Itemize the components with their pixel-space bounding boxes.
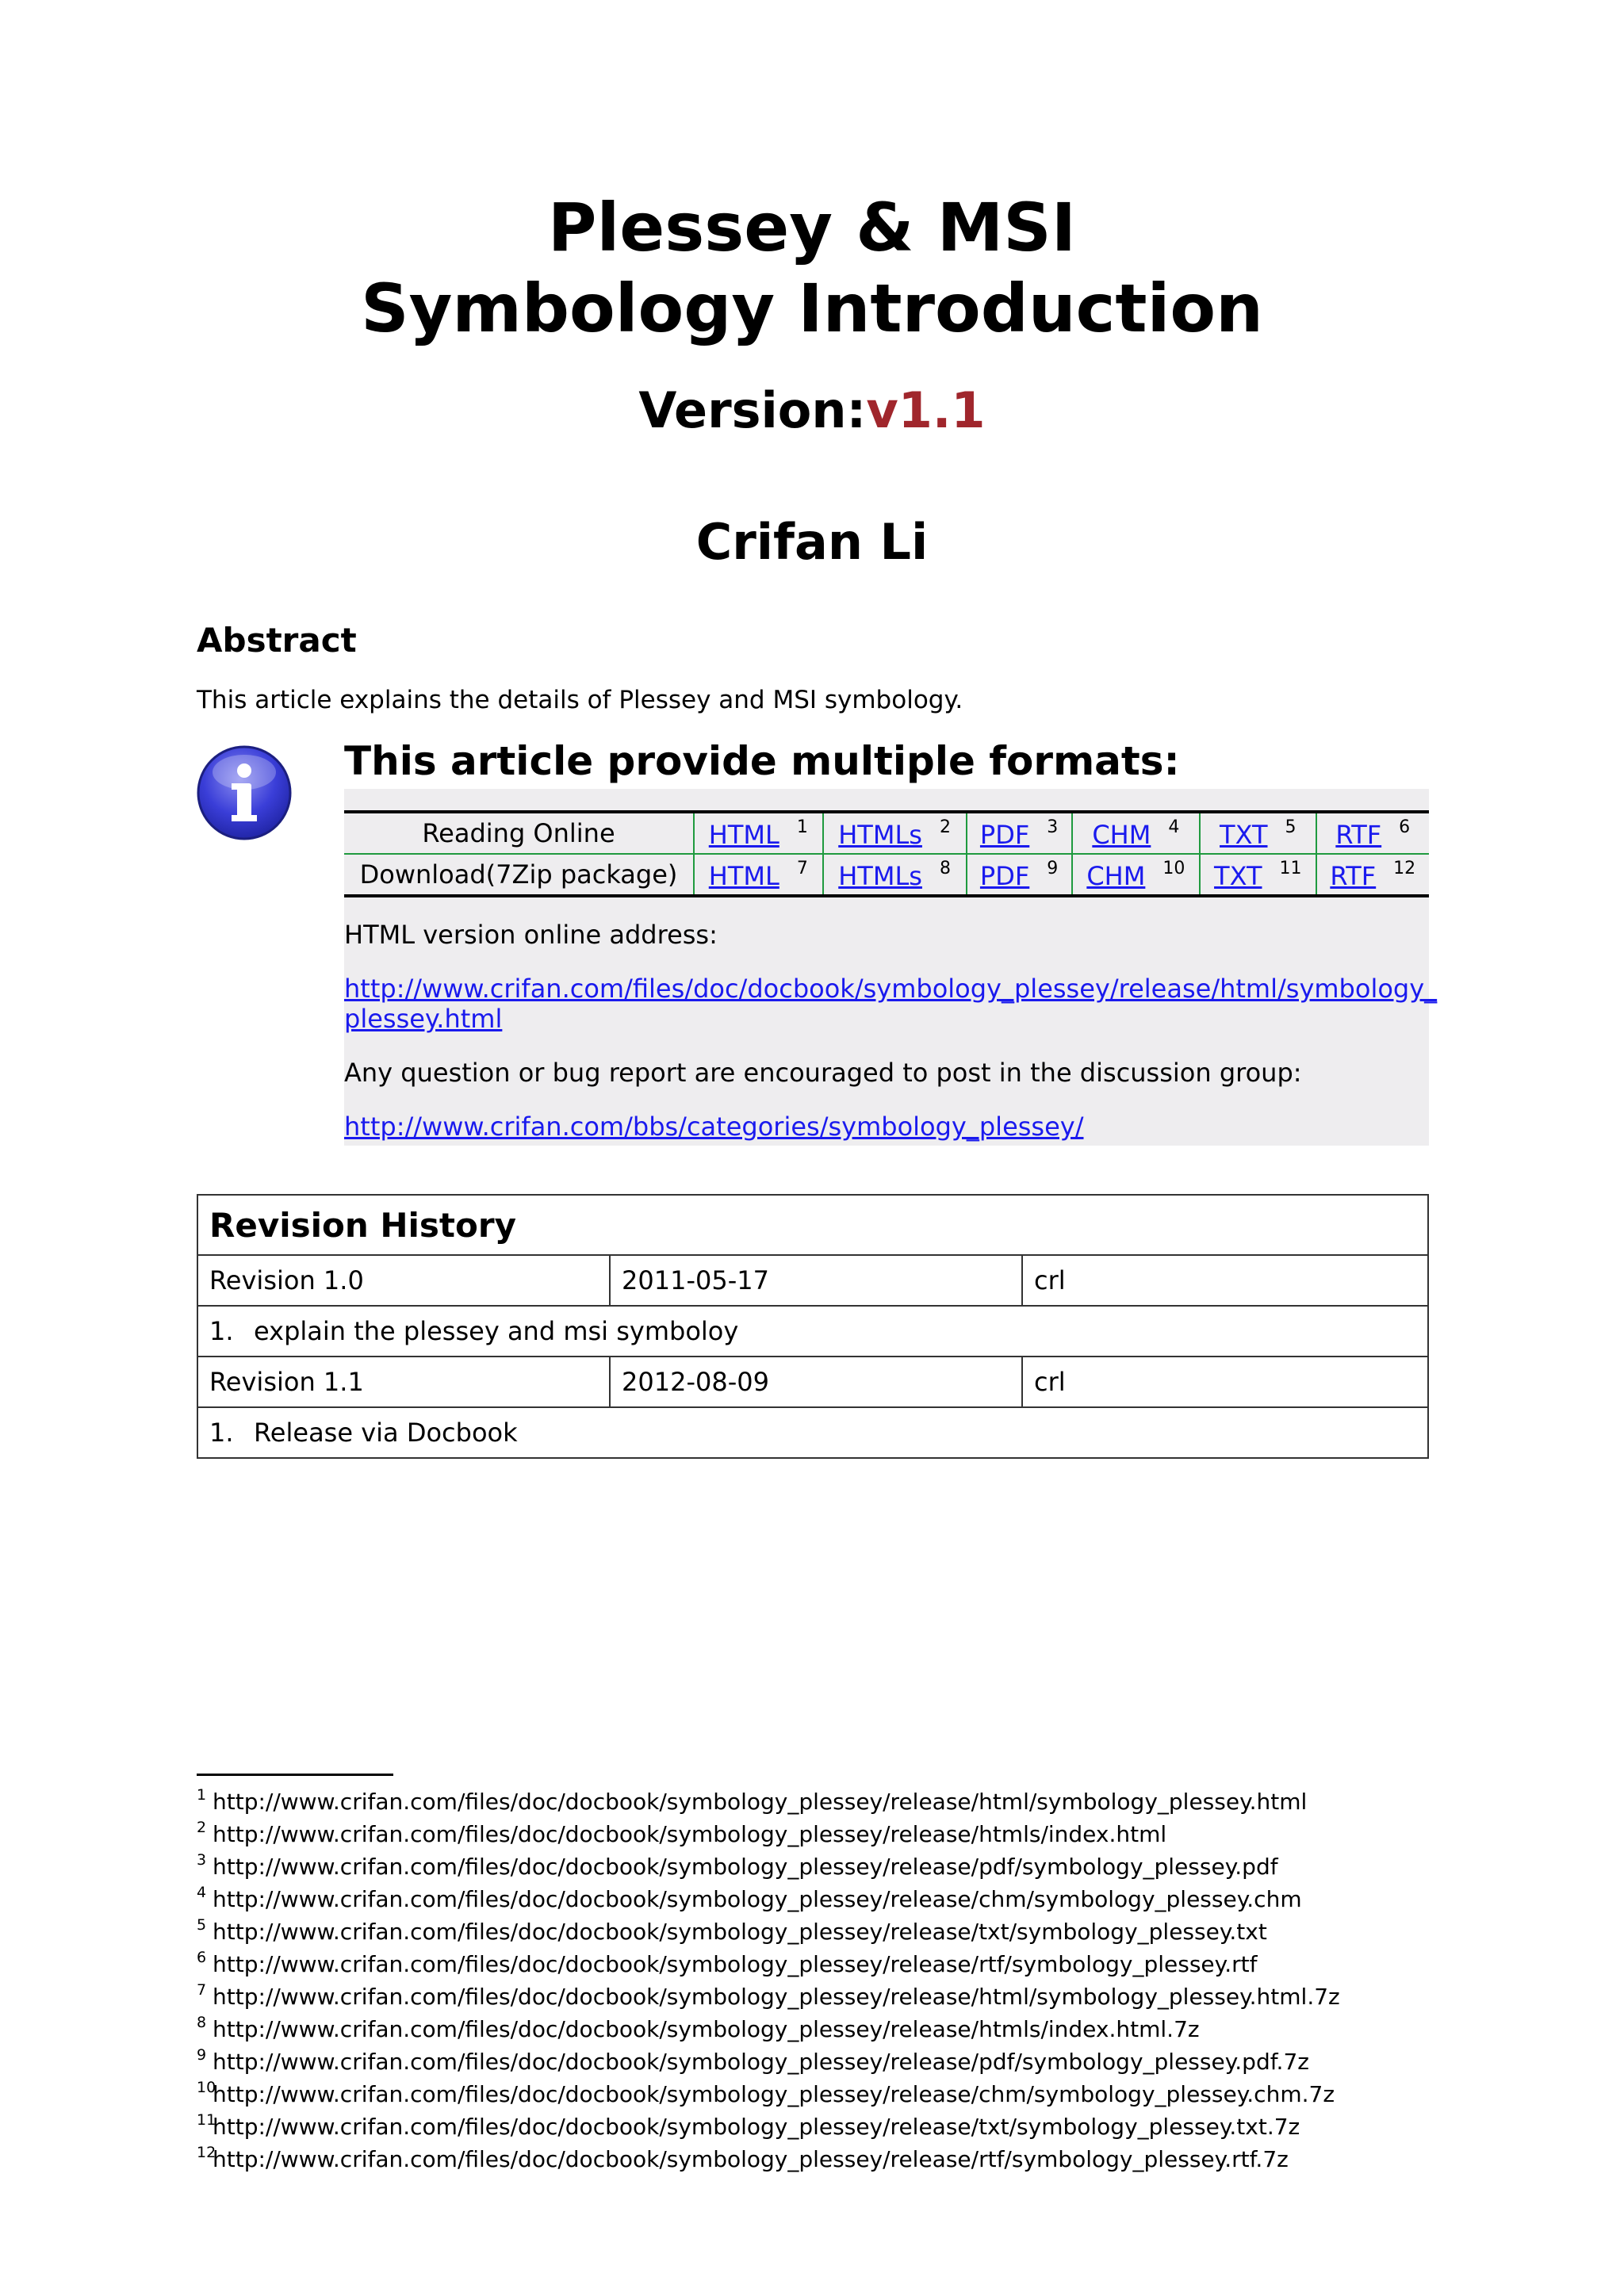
footnote — [197, 2042, 1340, 2075]
footnote — [197, 1945, 1340, 1977]
footnote-divider — [197, 1774, 393, 1776]
format-cell — [823, 812, 967, 854]
footnote-number: 10 — [197, 2079, 216, 2096]
format-cell — [967, 854, 1072, 896]
footnote-url: http://www.crifan.com/files/doc/docbook/symbology_plessey/release/html/symbology_plessey.html — [213, 1789, 1308, 1815]
format-link-rtf[interactable]: RTF — [1335, 819, 1382, 850]
download-link-pdf[interactable]: PDF — [979, 860, 1030, 891]
title-line-2: Symbology Introduction — [361, 270, 1263, 347]
format-cell — [1072, 812, 1200, 854]
download-link-txt[interactable]: TXT — [1214, 860, 1262, 891]
footnote-ref: 5 — [1285, 817, 1297, 837]
revision-date: 2011-05-17 — [610, 1255, 1022, 1306]
revision-notes-row — [197, 1306, 1428, 1357]
footnote — [197, 1815, 1340, 1847]
footnote — [197, 1977, 1340, 2010]
revision-number: Revision 1.1 — [197, 1357, 610, 1407]
list-number: 1. — [209, 1418, 234, 1448]
version-label: Version: — [638, 381, 867, 439]
footnote-number: 5 — [197, 1916, 207, 1934]
bbs-link[interactable]: http://www.crifan.com/bbs/categories/symbology_plessey/ — [344, 1112, 1084, 1142]
format-cell — [1316, 812, 1430, 854]
version-value: v1.1 — [866, 381, 986, 439]
online-url-line-2[interactable]: plessey.html — [344, 1004, 503, 1034]
footnote-ref: 2 — [939, 817, 951, 837]
format-cell — [1316, 854, 1430, 896]
revision-row — [197, 1255, 1428, 1306]
format-cell — [1072, 854, 1200, 896]
revision-history-table — [197, 1194, 1429, 1459]
footnote-number: 4 — [197, 1884, 207, 1901]
format-cell — [694, 812, 823, 854]
footnote-url: http://www.crifan.com/files/doc/docbook/symbology_plessey/release/pdf/symbology_plessey.pdf — [213, 1854, 1278, 1880]
footnote-number: 8 — [197, 2014, 207, 2031]
footnote — [197, 2075, 1340, 2107]
format-cell — [823, 854, 967, 896]
format-cell — [1200, 854, 1316, 896]
footnote-number: 7 — [197, 1981, 207, 1999]
footnote-url: http://www.crifan.com/files/doc/docbook/symbology_plessey/release/chm/symbology_plessey.chm.7z — [213, 2081, 1335, 2107]
revision-number: Revision 1.0 — [197, 1255, 610, 1306]
document-title — [0, 187, 1624, 349]
footnote — [197, 1782, 1340, 1815]
footnote-url: http://www.crifan.com/files/doc/docbook/symbology_plessey/release/html/symbology_plessey.html.7z — [213, 1984, 1340, 2010]
format-link-html[interactable]: HTML — [708, 819, 779, 850]
revision-date: 2012-08-09 — [610, 1357, 1022, 1407]
online-url-line-1[interactable]: http://www.crifan.com/files/doc/docbook/symbology_plessey/release/html/symbology_ — [344, 974, 1438, 1004]
footnote-url: http://www.crifan.com/files/doc/docbook/symbology_plessey/release/chm/symbology_plessey.chm — [213, 1886, 1302, 1912]
revision-author: crl — [1022, 1357, 1428, 1407]
abstract-heading: Abstract — [197, 621, 357, 660]
online-address-link[interactable] — [344, 974, 1437, 1034]
note-heading: This article provide multiple formats: — [344, 738, 1180, 784]
formats-table — [344, 810, 1429, 897]
revision-notes-row — [197, 1407, 1428, 1458]
list-item-text: Release via Docbook — [254, 1418, 518, 1448]
version-line — [0, 379, 1624, 442]
footnote-url: http://www.crifan.com/files/doc/docbook/symbology_plessey/release/pdf/symbology_plessey.pdf.7z — [213, 2049, 1309, 2075]
format-cell — [1200, 812, 1316, 854]
footnote — [197, 2140, 1340, 2172]
formats-row-label: Reading Online — [344, 812, 694, 854]
bbs-link-wrap — [344, 1112, 1084, 1142]
format-link-htmls[interactable]: HTMLs — [838, 819, 922, 850]
footnote-url: http://www.crifan.com/files/doc/docbook/symbology_plessey/release/htmls/index.html.7z — [213, 2016, 1200, 2042]
footnote-ref: 3 — [1047, 817, 1059, 837]
question-text: Any question or bug report are encouraged to post in the discussion group: — [344, 1058, 1302, 1088]
footnote — [197, 2107, 1340, 2140]
footnote-ref: 9 — [1047, 858, 1059, 878]
format-link-chm[interactable]: CHM — [1092, 819, 1151, 850]
footnote — [197, 1912, 1340, 1945]
footnote-ref: 8 — [939, 858, 951, 878]
formats-row-label: Download(7Zip package) — [359, 859, 678, 890]
info-icon — [195, 744, 293, 842]
formats-row-download — [344, 854, 1429, 896]
format-link-pdf[interactable]: PDF — [979, 819, 1030, 850]
format-cell — [967, 812, 1072, 854]
footnote-url: http://www.crifan.com/files/doc/docbook/symbology_plessey/release/rtf/symbology_plessey.rtf — [213, 1951, 1258, 1977]
title-line-1: Plessey & MSI — [547, 189, 1077, 266]
footnote — [197, 1880, 1340, 1912]
footnote-number: 12 — [197, 2144, 216, 2161]
list-number: 1. — [209, 1316, 234, 1346]
revision-row — [197, 1357, 1428, 1407]
author-name: Crifan Li — [695, 513, 929, 571]
footnote-url: http://www.crifan.com/files/doc/docbook/symbology_plessey/release/htmls/index.html — [213, 1821, 1167, 1847]
footnotes — [197, 1782, 1340, 2172]
revision-author: crl — [1022, 1255, 1428, 1306]
footnote-number: 11 — [197, 2111, 216, 2129]
footnote — [197, 2010, 1340, 2042]
abstract-text: This article explains the details of Plessey and MSI symbology. — [197, 686, 963, 714]
footnote-ref: 12 — [1393, 858, 1416, 878]
download-link-rtf[interactable]: RTF — [1330, 860, 1377, 891]
footnote-ref: 11 — [1279, 858, 1302, 878]
revision-notes — [197, 1306, 1428, 1357]
footnote-ref: 6 — [1399, 817, 1411, 837]
download-link-chm[interactable]: CHM — [1086, 860, 1146, 891]
footnote-number: 1 — [197, 1786, 207, 1804]
footnote-number: 3 — [197, 1851, 207, 1869]
footnote-url: http://www.crifan.com/files/doc/docbook/symbology_plessey/release/rtf/symbology_plessey.rtf.7z — [213, 2146, 1289, 2172]
online-address-label: HTML version online address: — [344, 920, 718, 950]
formats-row-online — [344, 812, 1429, 854]
footnote-url: http://www.crifan.com/files/doc/docbook/symbology_plessey/release/txt/symbology_plessey.txt.7z — [213, 2114, 1300, 2140]
revision-history-title: Revision History — [197, 1195, 1428, 1255]
footnote-ref: 1 — [796, 817, 808, 837]
footnote-number: 2 — [197, 1819, 207, 1836]
list-item-text: explain the plessey and msi symboloy — [254, 1316, 739, 1346]
footnote-ref: 7 — [796, 858, 808, 878]
footnote-ref: 10 — [1162, 858, 1185, 878]
format-cell — [694, 854, 823, 896]
download-link-htmls[interactable]: HTMLs — [838, 860, 922, 891]
footnote — [197, 1847, 1340, 1880]
revision-notes — [197, 1407, 1428, 1458]
footnote-url: http://www.crifan.com/files/doc/docbook/symbology_plessey/release/txt/symbology_plessey.txt — [213, 1919, 1267, 1945]
footnote-ref: 4 — [1168, 817, 1180, 837]
footnote-number: 6 — [197, 1949, 207, 1966]
footnote-number: 9 — [197, 2046, 207, 2064]
format-link-txt[interactable]: TXT — [1220, 819, 1268, 850]
download-link-html[interactable]: HTML — [708, 860, 779, 891]
